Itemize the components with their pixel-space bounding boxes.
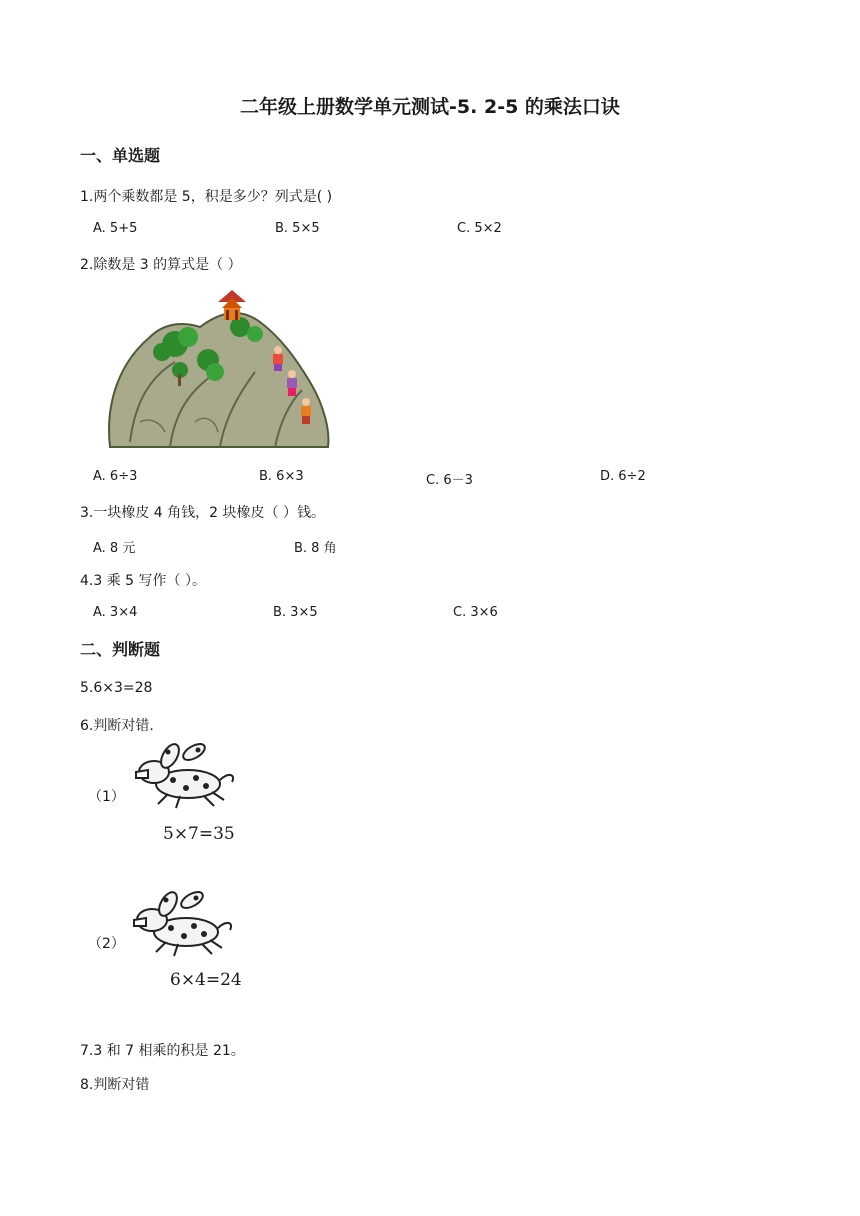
q3-option-b[interactable]: B. 8 角 — [294, 541, 337, 556]
q6-item-2-label: （2） — [88, 936, 125, 952]
q2-option-a[interactable]: A. 6÷3 — [93, 469, 138, 484]
q4-option-a[interactable]: A. 3×4 — [93, 605, 138, 620]
question-8: 8.判断对错 — [80, 1077, 150, 1093]
q6-item-2-equation: 6×4=24 — [170, 970, 242, 990]
section-heading-single-choice: 一、单选题 — [80, 146, 161, 165]
question-2: 2.除数是 3 的算式是（ ） — [80, 257, 242, 273]
q6-item-1-label: （1） — [88, 789, 125, 805]
question-5: 5.6×3=28 — [80, 680, 153, 696]
question-7: 7.3 和 7 相乘的积是 21。 — [80, 1043, 245, 1059]
mountain-climbers-illustration — [80, 282, 410, 457]
page-title: 二年级上册数学单元测试-5. 2-5 的乘法口诀 — [240, 96, 620, 118]
q2-option-b[interactable]: B. 6×3 — [259, 469, 304, 484]
q4-option-c[interactable]: C. 3×6 — [453, 605, 498, 620]
question-6: 6.判断对错. — [80, 718, 154, 734]
question-3: 3.一块橡皮 4 角钱，2 块橡皮（ ）钱。 — [80, 505, 325, 521]
q3-option-a[interactable]: A. 8 元 — [93, 541, 136, 556]
section-heading-true-false: 二、判断题 — [80, 640, 161, 659]
q2-option-d[interactable]: D. 6÷2 — [600, 469, 646, 484]
running-dog-icon — [128, 742, 243, 812]
question-1: 1.两个乘数都是 5，积是多少？列式是( ) — [80, 189, 333, 205]
q4-option-b[interactable]: B. 3×5 — [273, 605, 318, 620]
q1-option-b[interactable]: B. 5×5 — [275, 221, 320, 236]
q6-item-1-equation: 5×7=35 — [163, 824, 235, 844]
q1-option-c[interactable]: C. 5×2 — [457, 221, 502, 236]
q2-option-c[interactable]: C. 6－3 — [426, 473, 473, 488]
question-4: 4.3 乘 5 写作（ ）。 — [80, 573, 206, 589]
q1-option-a[interactable]: A. 5+5 — [93, 221, 138, 236]
running-dog-icon — [126, 890, 241, 960]
